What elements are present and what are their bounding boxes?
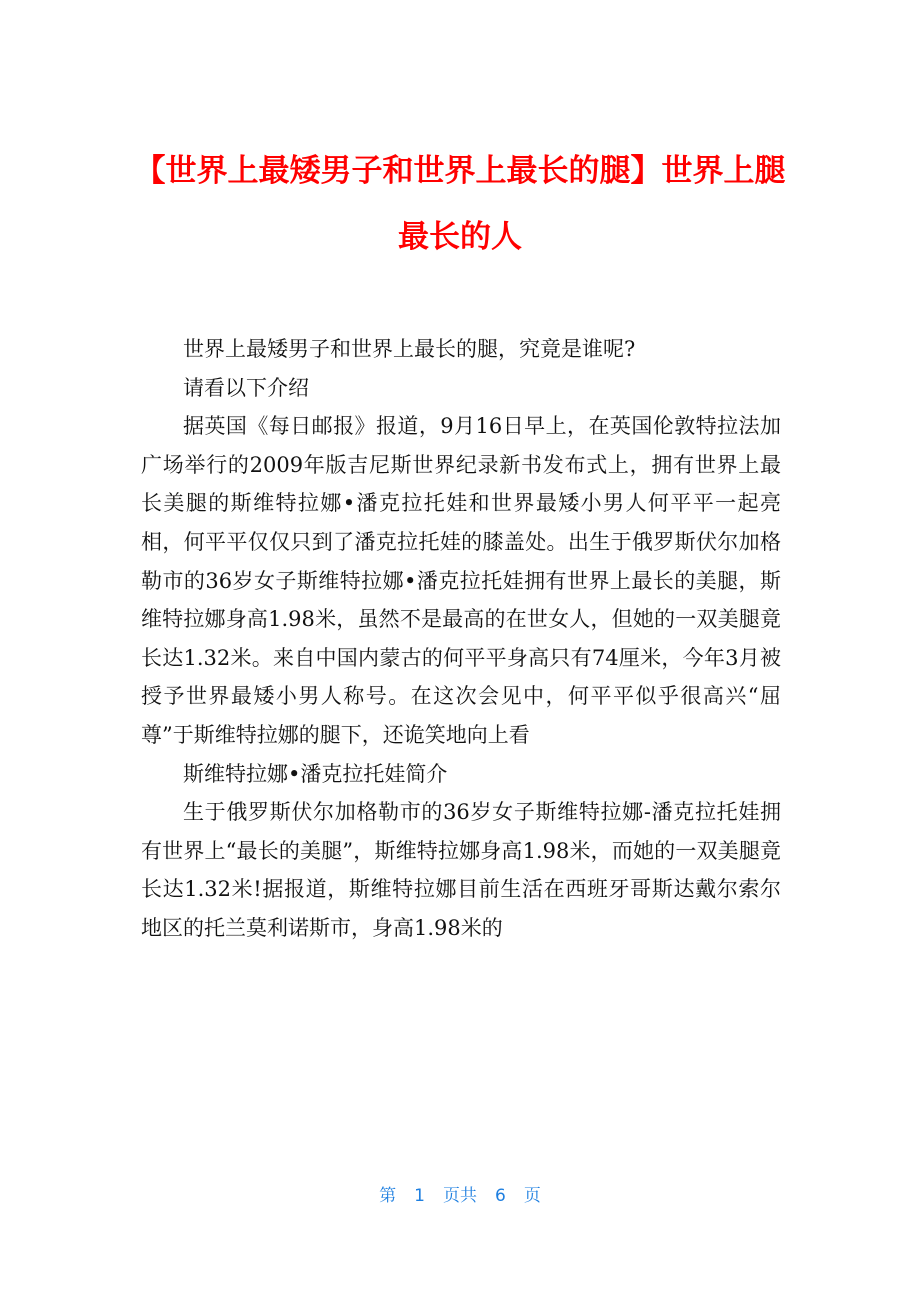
paragraph-see-below: 请看以下介绍 [183,375,309,400]
paragraph-profile: 生于俄罗斯伏尔加格勒市的36岁女子斯维特拉娜-潘克拉托娃拥有世界上“最长的美腿”，斯维特拉娜身高1.98米，而她的一双美腿竟长达1.32米!据报道，斯维特拉娜目前生活在西班牙哥斯达戴尔索尔地区的托兰莫利诺斯市，身高1.98米的 [141,800,781,940]
page-title: 【世界上最矮男子和世界上最长的腿】世界上腿最长的人 [134,153,786,255]
paragraph-subheading-profile: 斯维特拉娜•潘克拉托娃简介 [183,761,448,786]
footer-total-pages: 6 [495,1186,506,1206]
footer-page-prefix: 第 [379,1186,397,1206]
document-body [141,330,781,948]
paragraph-news-report: 据英国《每日邮报》报道，9月16日早上，在英国伦敦特拉法加广场举行的2009年版吉尼斯世界纪录新书发布式上，拥有世界上最长美腿的斯维特拉娜•潘克拉托娃和世界最矮小男人何平平一起亮相，何平平仅仅只到了潘克拉托娃的膝盖处。出生于俄罗斯伏尔加格勒市的36岁女子斯维特拉娜•潘克拉托娃拥有世界上最长的美腿，斯维特拉娜身高1.98米，虽然不是最高的在世女人，但她的一双美腿竟长达1.32米。来自中国内蒙古的何平平身高只有74厘米，今年3月被授予世界最矮小男人称号。在这次会见中，何平平似乎很高兴“屈尊”于斯维特拉娜的腿下，还诡笑地向上看 [141,414,781,747]
footer-page-mid: 页共 [443,1186,477,1206]
page-footer [0,1184,920,1208]
footer-current-page: 1 [414,1186,425,1206]
footer-page-suffix: 页 [523,1186,541,1206]
paragraph-intro-question: 世界上最矮男子和世界上最长的腿，究竟是谁呢? [183,337,636,361]
